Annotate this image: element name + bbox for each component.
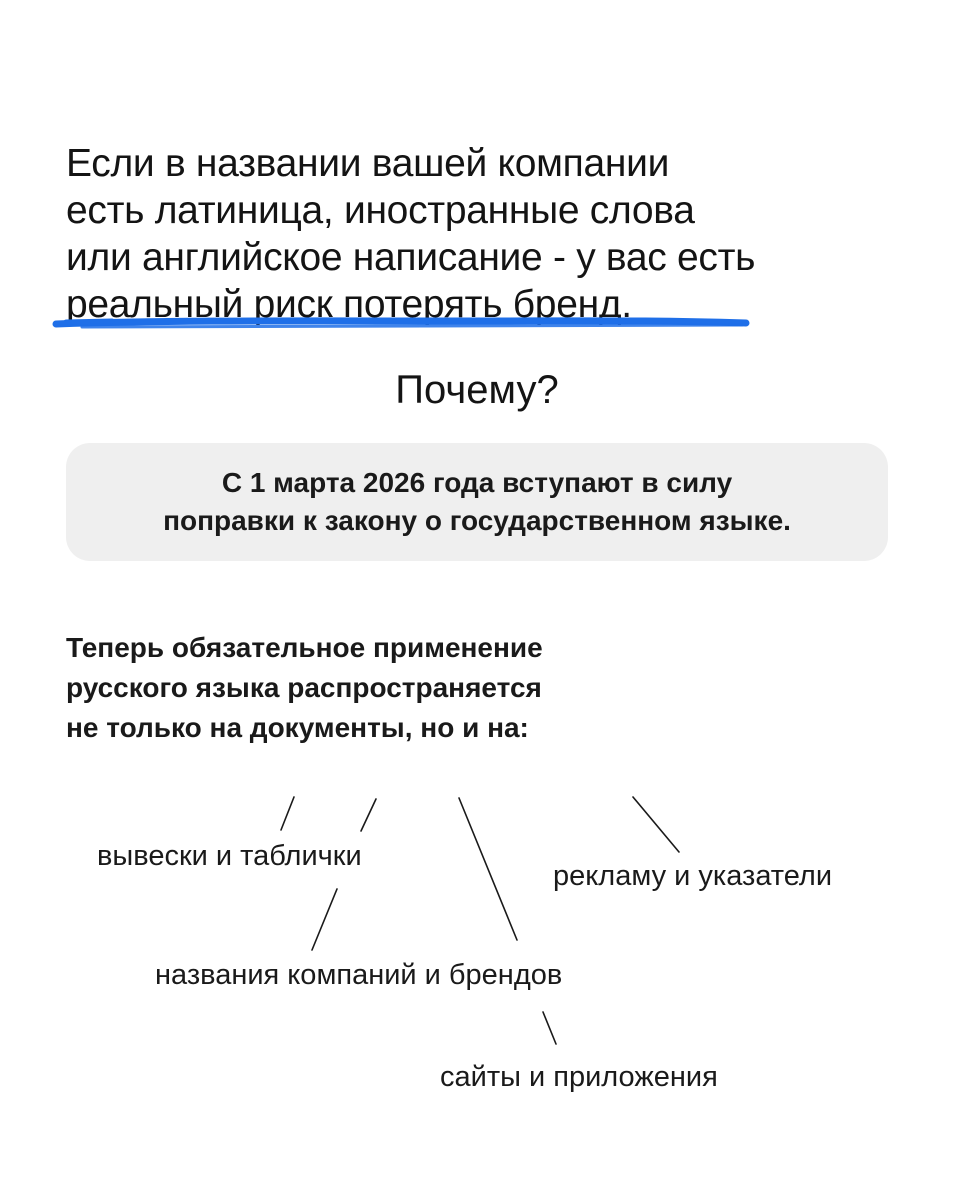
item-ads: рекламу и указатели [553, 860, 833, 892]
lead-line: Теперь обязательное применение [66, 632, 543, 663]
intro-line-highlighted: реальный риск потерять бренд. [66, 283, 632, 326]
connector-line [459, 798, 517, 940]
item-signs: вывески и таблички [97, 840, 362, 872]
connector-line [633, 797, 679, 852]
lead-line: не только на документы, но и на: [66, 712, 529, 743]
notice-line: С 1 марта 2026 года вступают в силу [221, 467, 733, 498]
intro-line: есть латиница, иностранные слова [66, 189, 695, 232]
connector-line [312, 889, 337, 950]
intro-line: Если в названии вашей компании [66, 142, 670, 185]
notice-line: поправки к закону о государственном языке. [163, 505, 791, 536]
intro-line: или английское написание - у вас есть [66, 236, 756, 279]
why-heading: Почему? [395, 368, 559, 412]
item-sites: сайты и приложения [440, 1061, 718, 1093]
item-company-names: названия компаний и брендов [155, 959, 563, 991]
lead-line: русского языка распространяется [66, 672, 542, 703]
connector-line [361, 799, 376, 831]
connector-line [281, 797, 294, 830]
connector-line [543, 1012, 556, 1044]
